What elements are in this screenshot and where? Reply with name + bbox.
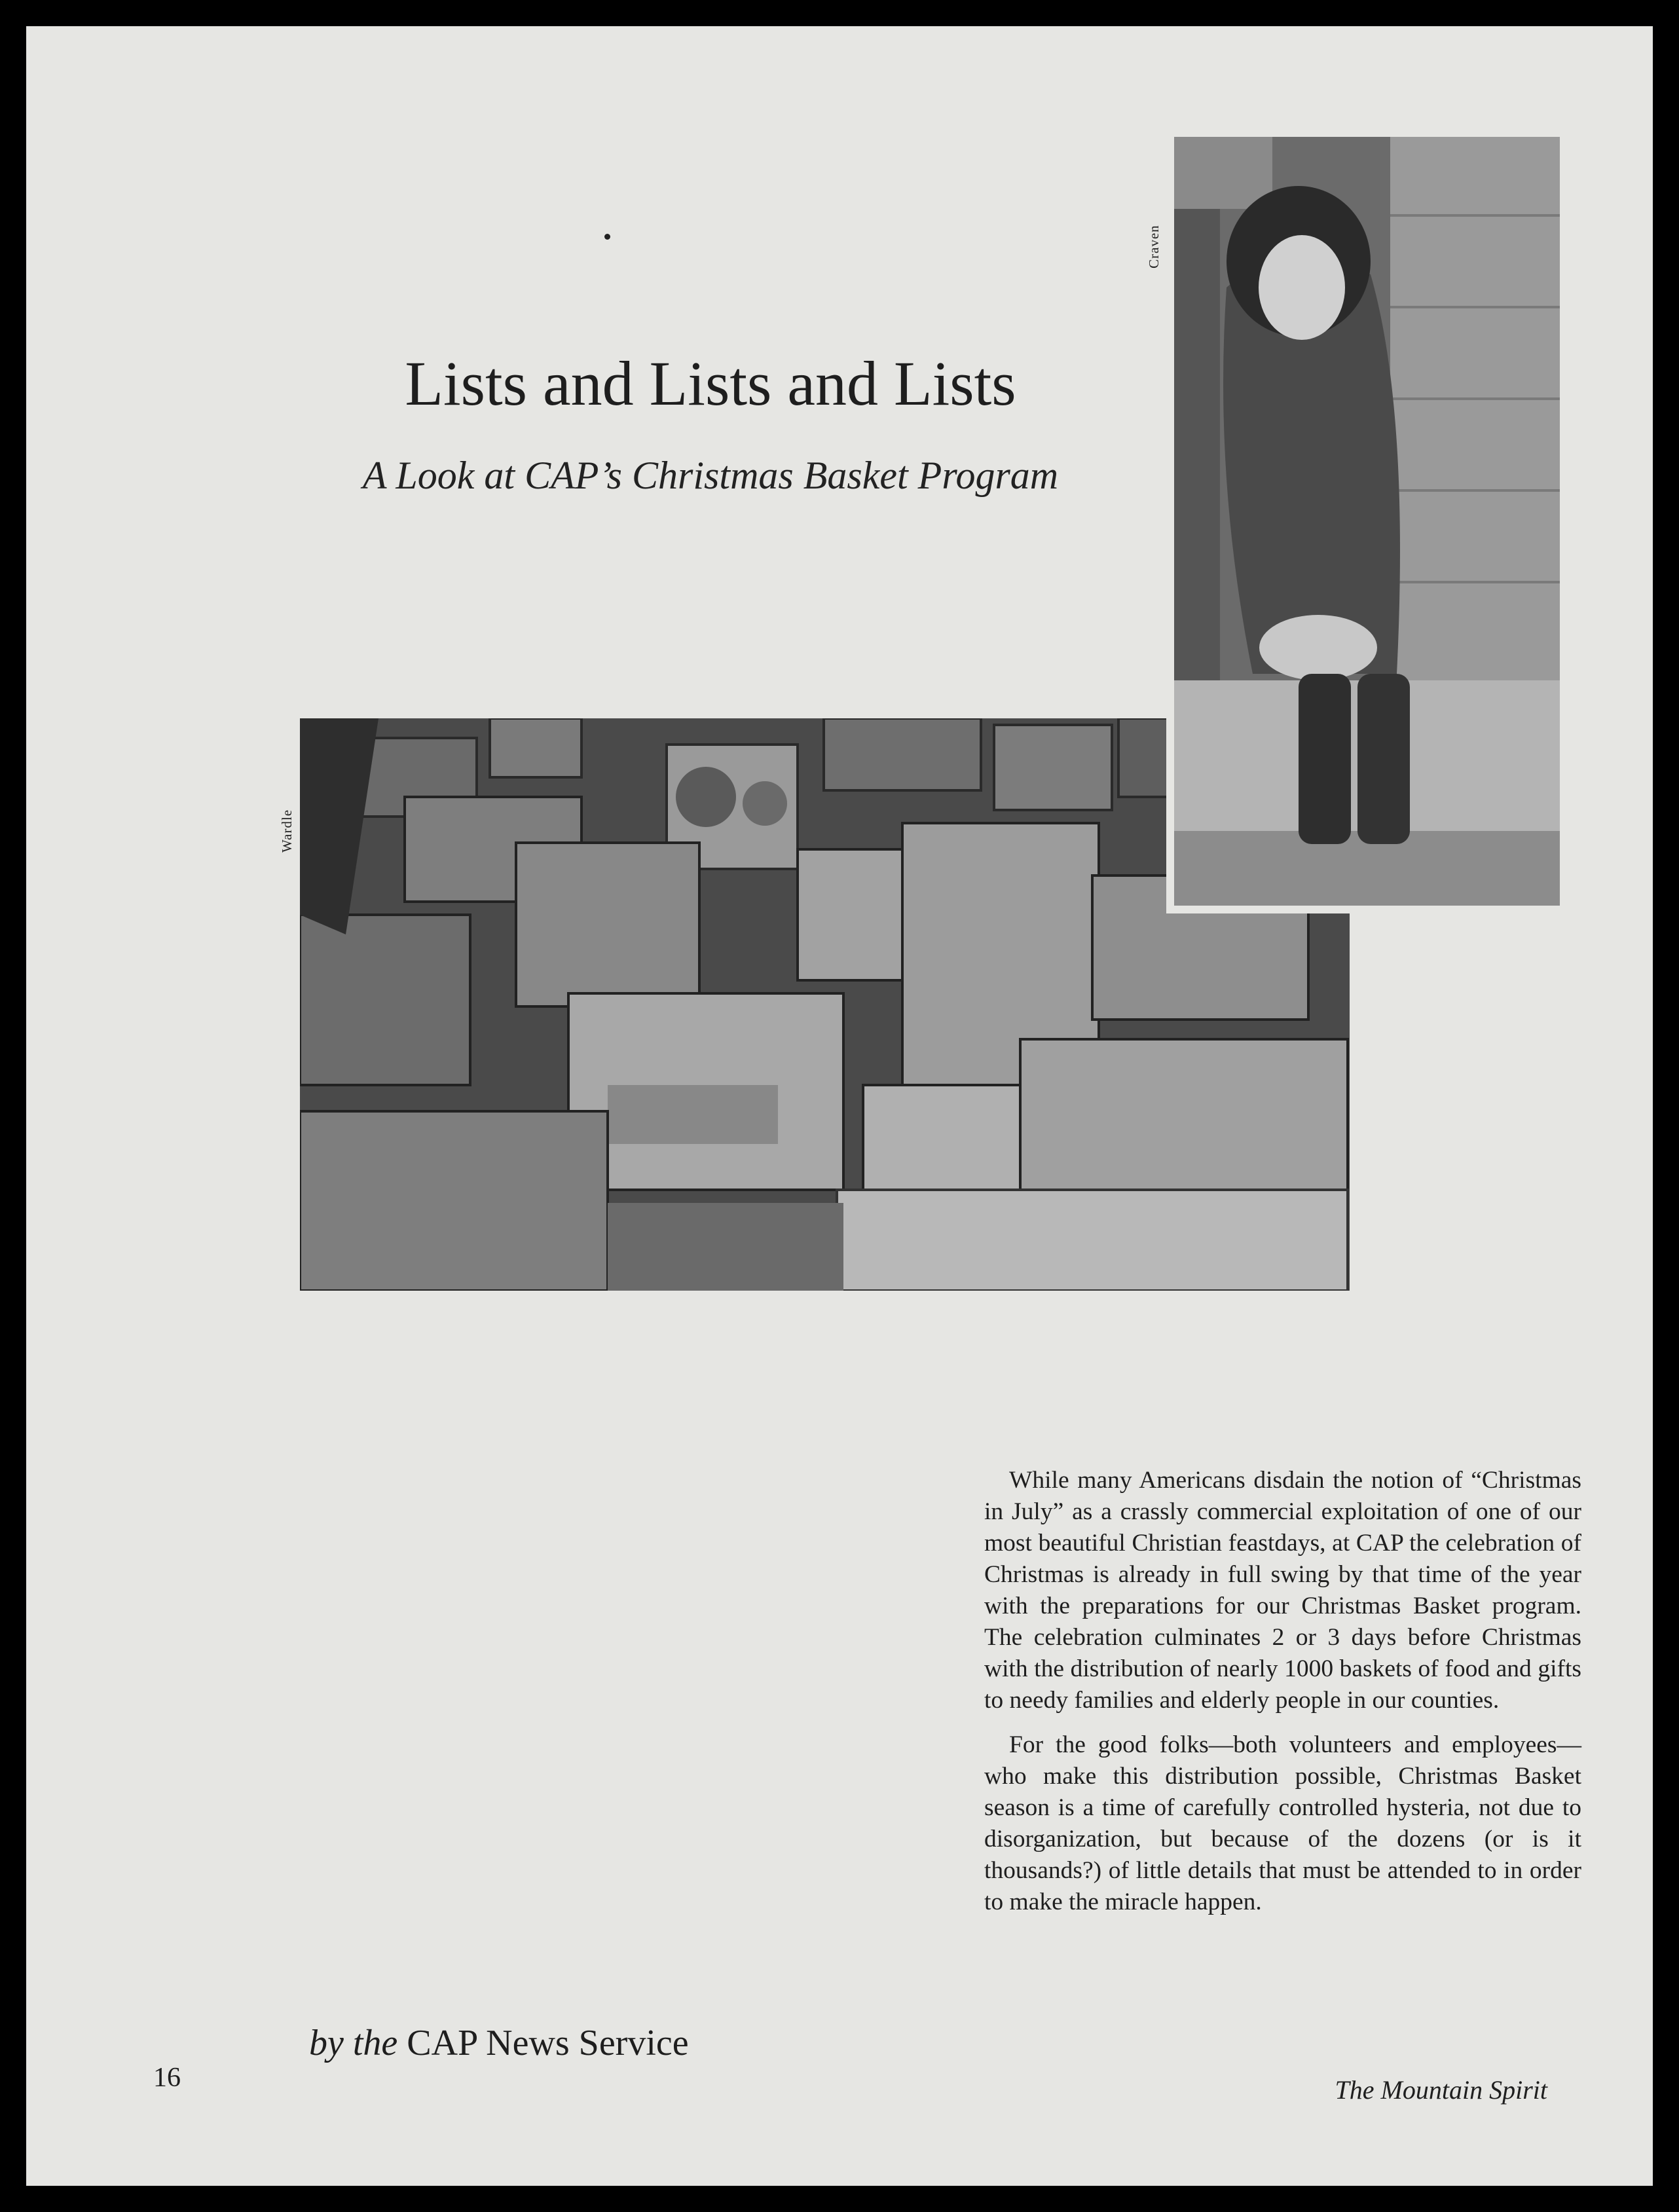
paragraph: For the good folks—both volunteers and employees—who make this distribution possible, Christmas Basket season is a time of carefully controlled hysteria, not due to disorganization, but because of the dozens (or is it thousands?) of little details that must be attended to in order to make the miracle happen. <box>984 1731 1581 1915</box>
byline <box>309 2025 689 2061</box>
byline-prefix: by the <box>309 2023 398 2063</box>
article-body <box>984 1465 1581 1931</box>
girl-photo <box>1166 129 1568 913</box>
byline-org: CAP News Service <box>407 2023 689 2063</box>
photo-credit-wardle: Wardle <box>279 809 295 853</box>
magazine-page <box>26 26 1653 2186</box>
article-subtitle: A Look at CAP’s Christmas Basket Program <box>362 454 1059 497</box>
paragraph: While many Americans disdain the notion of “Christmas in July” as a crassly commercial exploitation of one of our most beautiful Christian feastdays, at CAP the celebration of Christmas is already in full swing by that time of the year with the preparations for our Christmas Basket program. The celebration culminates 2 or 3 days before Christmas with the distribution of nearly 1000 baskets of food and gifts to needy families and elderly people in our counties. <box>984 1467 1581 1714</box>
publication-name: The Mountain Spirit <box>1335 2075 1547 2105</box>
photo-credit-craven: Craven <box>1146 225 1162 268</box>
page-number: 16 <box>153 2063 181 2093</box>
article-title: Lists and Lists and Lists <box>405 348 1016 418</box>
ink-speck <box>604 234 610 240</box>
